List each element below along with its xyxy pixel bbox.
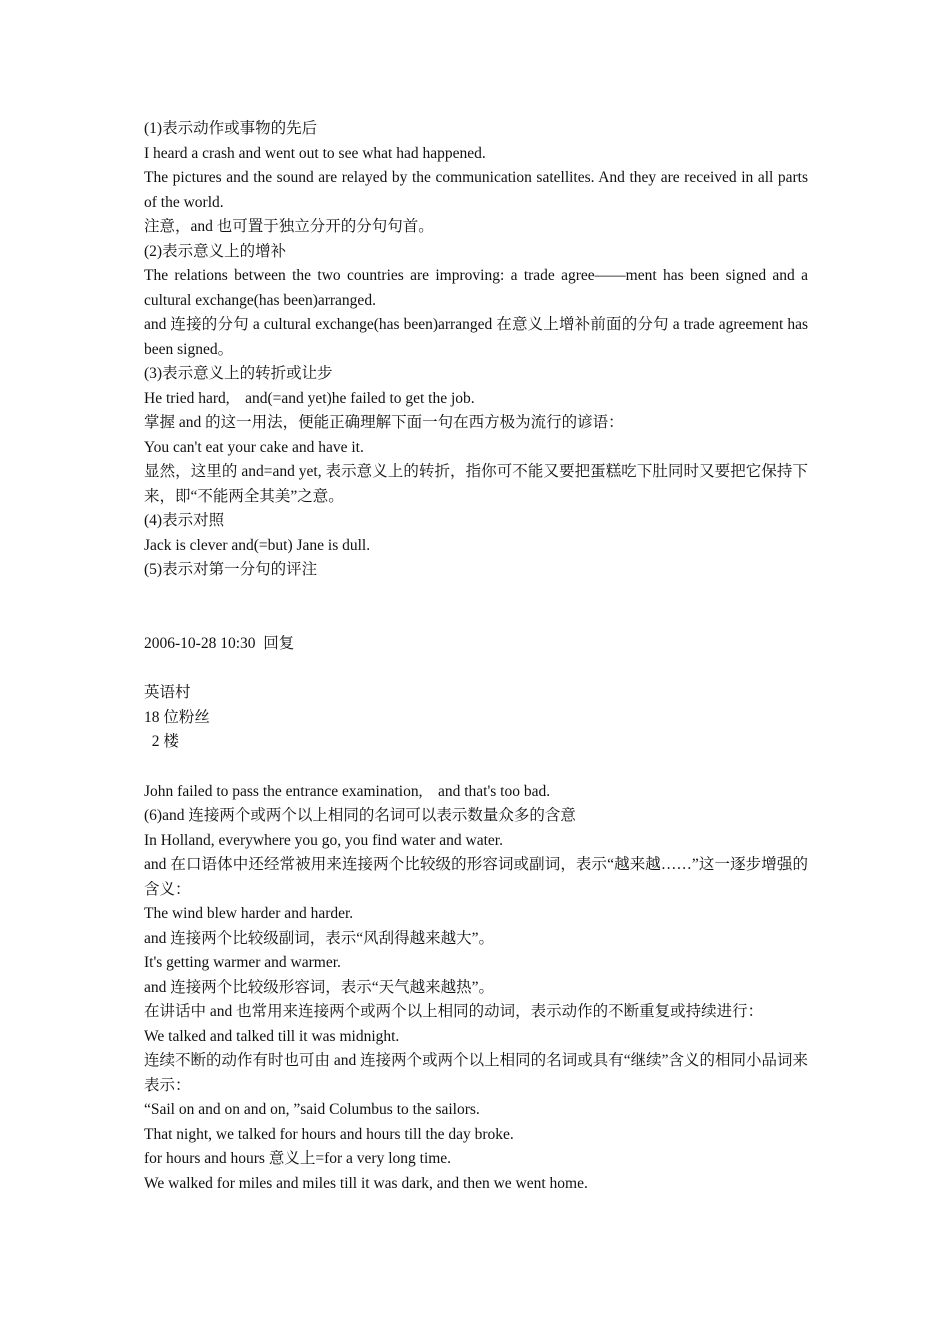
example-line: The pictures and the sound are relayed by the communication satellites. And they are received in all parts of the world.: [144, 169, 808, 211]
post-timestamp: 2006-10-28 10:30: [144, 634, 256, 652]
example-line: The relations between the two countries are improving: a trade agree——ment has been signed and a cultural exchange(has been)arranged.: [144, 267, 808, 309]
post-meta: [144, 632, 808, 657]
example-line: In Holland, everywhere you go, you find water and water.: [144, 831, 503, 849]
note-line: and 连接两个比较级形容词，表示“天气越来越热”。: [144, 978, 495, 996]
example-line: You can't eat your cake and have it.: [144, 438, 364, 456]
author-name[interactable]: 英语村: [144, 684, 191, 701]
floor-number: 2 楼: [151, 733, 179, 750]
note-line: for hours and hours 意义上=for a very long time.: [144, 1150, 452, 1167]
example-line: “Sail on and on and on, ”said Columbus to the sailors.: [144, 1101, 480, 1118]
author-fans: 18 位粉丝: [144, 708, 210, 726]
heading-3: (3)表示意义上的转折或让步: [144, 365, 333, 382]
section-2: [144, 780, 808, 1197]
note-line: and 连接两个比较级副词，表示“风刮得越来越大”。: [144, 929, 495, 947]
example-line: The wind blew harder and harder.: [144, 905, 354, 922]
heading-5: (5)表示对第一分句的评注: [144, 561, 318, 578]
note-line: 注意，and 也可置于独立分开的分句句首。: [144, 218, 434, 235]
note-line: 连续不断的动作有时也可由 and 连接两个或两个以上相同的名词或具有“继续”含义的相同小品词来表示：: [144, 1052, 808, 1094]
author-block: [144, 681, 808, 755]
example-line: We talked and talked till it was midnight.: [144, 1027, 400, 1045]
note-line: 显然，这里的 and=and yet, 表示意义上的转折，指你可不能又要把蛋糕吃下肚同时又要把它保持下来，即“不能两全其美”之意。: [144, 463, 808, 505]
example-line: He tried hard, and(=and yet)he failed to get the job.: [144, 389, 475, 407]
section-1: [144, 117, 808, 583]
note-line: 掌握 and 的这一用法，便能正确理解下面一句在西方极为流行的谚语：: [144, 414, 624, 431]
example-line: We walked for miles and miles till it was dark, and then we went home.: [144, 1174, 588, 1192]
heading-1: (1)表示动作或事物的先后: [144, 120, 318, 137]
document-page: [144, 117, 808, 1196]
note-line: and 在口语体中还经常被用来连接两个比较级的形容词或副词，表示“越来越……”这一逐步增强的含义：: [144, 856, 808, 898]
note-line: and 连接的分句 a cultural exchange(has been)arranged 在意义上增补前面的分句 a trade agreement has been signed。: [144, 316, 808, 358]
heading-2: (2)表示意义上的增补: [144, 242, 287, 260]
example-line: John failed to pass the entrance examination, and that's too bad.: [144, 782, 551, 800]
heading-4: (4)表示对照: [144, 512, 225, 529]
note-line: 在讲话中 and 也常用来连接两个或两个以上相同的动词，表示动作的不断重复或持续进行：: [144, 1003, 764, 1020]
example-line: Jack is clever and(=but) Jane is dull.: [144, 536, 371, 554]
example-line: It's getting warmer and warmer.: [144, 954, 341, 971]
example-line: I heard a crash and went out to see what had happened.: [144, 144, 486, 162]
reply-link[interactable]: 回复: [263, 634, 295, 652]
heading-6: (6)and 连接两个或两个以上相同的名词可以表示数量众多的含意: [144, 807, 576, 824]
example-line: That night, we talked for hours and hours till the day broke.: [144, 1125, 514, 1143]
